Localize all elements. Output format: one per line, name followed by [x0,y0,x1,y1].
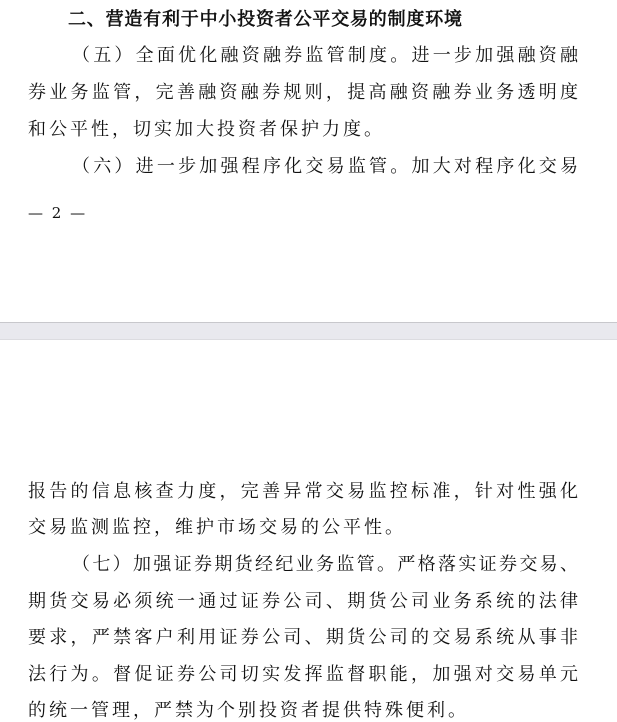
paragraph-line: （七）加强证券期货经纪业务监管。严格落实证券交易、 [72,554,578,575]
paragraph-line: （五）全面优化融资融券监管制度。进一步加强融资融 [72,45,578,66]
document-page-2 [0,0,617,322]
page-separator [0,322,617,340]
paragraph-line: 的统一管理，严禁为个别投资者提供特殊便利。 [28,700,469,721]
paragraph-line: 报告的信息核查力度，完善异常交易监控标准，针对性强化 [28,481,578,502]
document-page-3 [0,340,617,721]
paragraph-line: 和公平性，切实加大投资者保护力度。 [28,119,385,140]
paragraph-line: 券业务监管，完善融资融券规则，提高融资融券业务透明度 [28,82,578,103]
paragraph-line: 要求，严禁客户利用证券公司、期货公司的交易系统从事非 [28,627,578,648]
paragraph-line: 交易监测监控，维护市场交易的公平性。 [28,517,406,538]
paragraph-line: （六）进一步加强程序化交易监管。加大对程序化交易 [72,156,578,177]
paragraph-line: 法行为。督促证券公司切实发挥监督职能，加强对交易单元 [28,664,578,685]
paragraph-line: 期货交易必须统一通过证券公司、期货公司业务系统的法律 [28,591,578,612]
section-heading: 二、营造有利于中小投资者公平交易的制度环境 [68,9,463,30]
page-number: — 2 — [28,204,88,222]
